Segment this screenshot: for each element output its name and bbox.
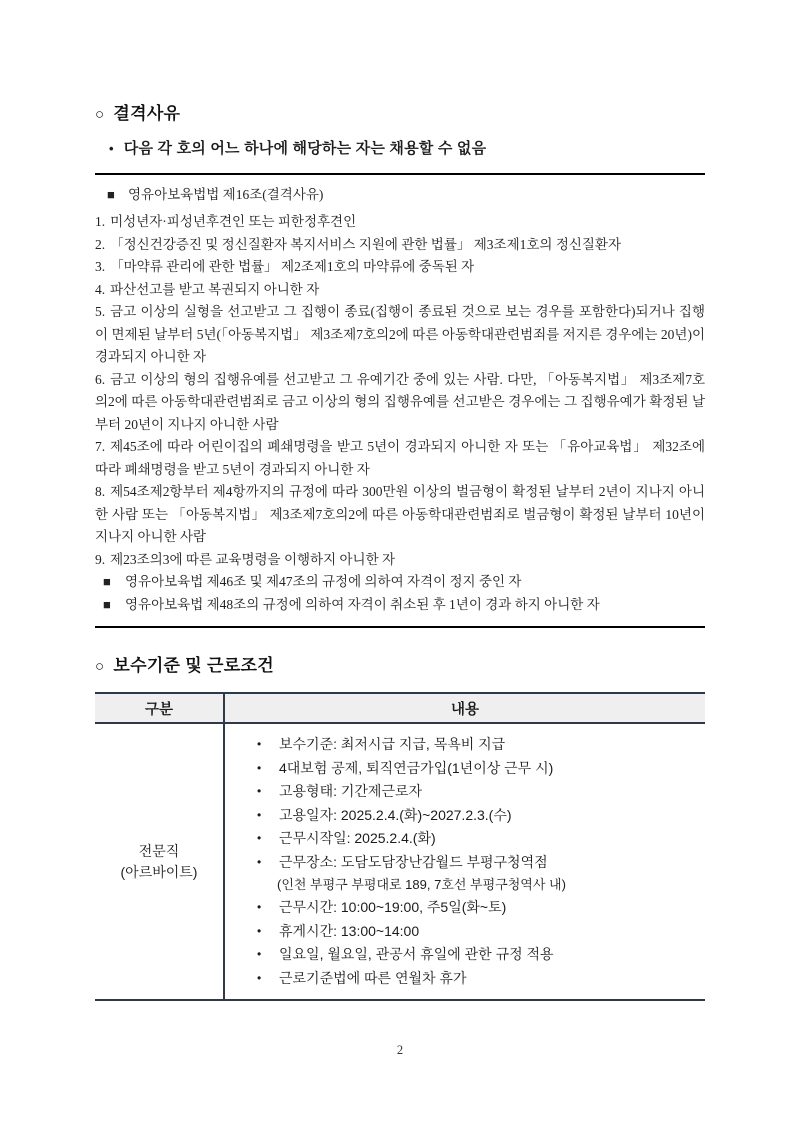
- category-line1: 전문직: [138, 842, 180, 859]
- law-item-number: 5.: [95, 304, 106, 319]
- condition-item: [255, 827, 695, 851]
- condition-text: 일요일, 월요일, 관공서 휴일에 관한 규정 적용: [279, 946, 554, 962]
- conditions-table: [95, 692, 705, 1001]
- law-item: [95, 301, 705, 369]
- condition-item: [255, 780, 695, 804]
- law-item-number: 3.: [95, 259, 106, 274]
- condition-text: 휴게시간: 13:00~14:00: [279, 922, 420, 939]
- law-item: [95, 234, 705, 257]
- square-bullet-icon: ■: [103, 574, 111, 589]
- condition-note: (인천 부평구 부평대로 189, 7호선 부평구청역사 내): [277, 877, 566, 892]
- disqualification-note: [109, 138, 705, 159]
- bullet-icon: •: [109, 141, 114, 156]
- law-item-text: 「정신건강증진 및 정신질환자 복지서비스 지원에 관한 법률」 제3조제1호의 정신질환자: [110, 236, 622, 252]
- bullet-icon: •: [257, 737, 262, 751]
- law-extra-items: [95, 571, 705, 616]
- law-extra-text: 영유아보육법 제46조 및 제47조의 규정에 의하여 자격이 정지 중인 자: [125, 574, 522, 589]
- circle-marker-icon: ○: [95, 658, 105, 675]
- law-item-text: 파산선고를 받고 복권되지 아니한 자: [110, 281, 320, 297]
- law-item: [95, 436, 705, 481]
- law-extra-item: [95, 571, 705, 594]
- law-item-number: 9.: [95, 551, 106, 567]
- law-item: [95, 279, 705, 302]
- condition-text: 근무시간: 10:00~19:00, 주5일(화~토): [279, 899, 507, 915]
- law-items: [95, 211, 705, 571]
- bullet-icon: •: [257, 900, 262, 914]
- law-item: [95, 481, 705, 549]
- law-item-number: 4.: [95, 281, 106, 297]
- table-row: [95, 723, 705, 1000]
- law-item-number: 6.: [95, 371, 106, 387]
- square-bullet-icon: ■: [107, 187, 115, 202]
- law-item-number: 8.: [95, 484, 106, 499]
- law-item: [95, 549, 705, 572]
- law-item-text: 제45조에 따라 어린이집의 폐쇄명령을 받고 5년이 경과되지 아니한 자 또는 「유아교육법」 제32조에 따라 폐쇄명령을 받고 5년이 경과되지 아니한 자: [95, 439, 705, 477]
- condition-text: 근무장소: 도담도담장난감월드 부평구청역점: [279, 853, 548, 870]
- law-item-text: 금고 이상의 형의 집행유예를 선고받고 그 유예기간 중에 있는 사람. 다만, 「아동복지법」 제3조제7호의2에 따른 아동학대관련범죄로 금고 이상의 형의 집행유예를 선고받은 경우에는 그 집행유예가 확정된 날부터 20년이 지나지 아니한 사람: [95, 371, 705, 432]
- law-item: [95, 369, 705, 437]
- bullet-icon: •: [257, 923, 262, 938]
- law-item-number: 2.: [95, 236, 106, 252]
- column-header-type: 구분: [95, 693, 224, 723]
- condition-text: 고용일자: 2025.2.4.(화)~2027.2.3.(수): [279, 806, 512, 823]
- disqualification-heading: [95, 104, 705, 125]
- law-item-text: 금고 이상의 실형을 선고받고 그 집행이 종료(집행이 종료된 것으로 보는 경우를 포함한다)되거나 집행이 면제된 날부터 5년(「아동복지법」 제3조제7호의2에 따른 아동학대관련범죄를 저지른 경우에는 20년)이 경과되지 아니한 자: [95, 304, 705, 364]
- conditions-cell: [224, 723, 705, 1000]
- bullet-icon: •: [257, 784, 262, 798]
- bullet-icon: •: [257, 854, 262, 869]
- law-title: [95, 183, 705, 207]
- page-number: 2: [396, 1043, 404, 1057]
- condition-item: [255, 851, 695, 897]
- condition-item: [255, 896, 695, 920]
- law-item: [95, 211, 705, 234]
- conditions-heading-label: 보수기준 및 근로조건: [113, 656, 274, 675]
- law-item-text: 미성년자·피성년후견인 또는 피한정후견인: [110, 214, 357, 229]
- square-bullet-icon: ■: [103, 596, 111, 612]
- bullet-icon: •: [257, 760, 262, 775]
- disqualification-heading-label: 결격사유: [113, 104, 181, 123]
- law-item-text: 「마약류 관리에 관한 법률」 제2조제1호의 마약류에 중독된 자: [110, 259, 475, 274]
- law-item-number: 1.: [95, 214, 106, 229]
- law-item: [95, 256, 705, 279]
- column-header-content: 내용: [224, 693, 705, 723]
- page-content: [95, 0, 705, 1058]
- condition-item: [255, 733, 695, 757]
- law-item-text: 제23조의3에 따른 교육명령을 이행하지 아니한 자: [110, 551, 396, 567]
- bullet-icon: •: [257, 970, 262, 985]
- category-cell: [95, 723, 224, 1000]
- conditions-list: [255, 733, 695, 990]
- law-extra-item: [95, 594, 705, 617]
- category-line2: (아르바이트): [120, 863, 198, 880]
- condition-item: [255, 943, 695, 967]
- circle-marker-icon: ○: [95, 106, 105, 123]
- law-item-number: 7.: [95, 439, 106, 454]
- law-extra-text: 영유아보육법 제48조의 규정에 의하여 자격이 취소된 후 1년이 경과 하지 아니한 자: [125, 596, 600, 612]
- condition-item: [255, 967, 695, 991]
- conditions-section: [95, 656, 705, 1001]
- law-box: [95, 173, 705, 628]
- bullet-icon: •: [257, 831, 262, 845]
- bullet-icon: •: [257, 947, 262, 961]
- condition-text: 4대보험 공제, 퇴직연금가입(1년이상 근무 시): [279, 759, 554, 776]
- condition-item: [255, 920, 695, 944]
- conditions-heading: [95, 656, 705, 677]
- condition-item: [255, 804, 695, 828]
- disqualification-section: [95, 104, 705, 628]
- law-item-text: 제54조제2항부터 제4항까지의 규정에 따라 300만원 이상의 벌금형이 확정된 날부터 2년이 지나지 아니한 사람 또는 「아동복지법」 제3조제7호의2에 따른 아동학대관련범죄로 벌금형이 확정된 날부터 10년이 지나지 아니한 사람: [95, 484, 705, 544]
- condition-text: 근무시작일: 2025.2.4.(화): [279, 830, 436, 846]
- condition-item: [255, 757, 695, 781]
- bullet-icon: •: [257, 807, 262, 822]
- condition-text: 보수기준: 최저시급 지급, 목욕비 지급: [279, 736, 506, 752]
- disqualification-note-text: 다음 각 호의 어느 하나에 해당하는 자는 채용할 수 없음: [123, 140, 487, 157]
- table-header-row: [95, 693, 705, 723]
- condition-text: 고용형태: 기간제근로자: [279, 783, 423, 799]
- condition-text: 근로기준법에 따른 연월차 휴가: [279, 969, 467, 986]
- law-title-text: 영유아보육법법 제16조(결격사유): [128, 187, 324, 202]
